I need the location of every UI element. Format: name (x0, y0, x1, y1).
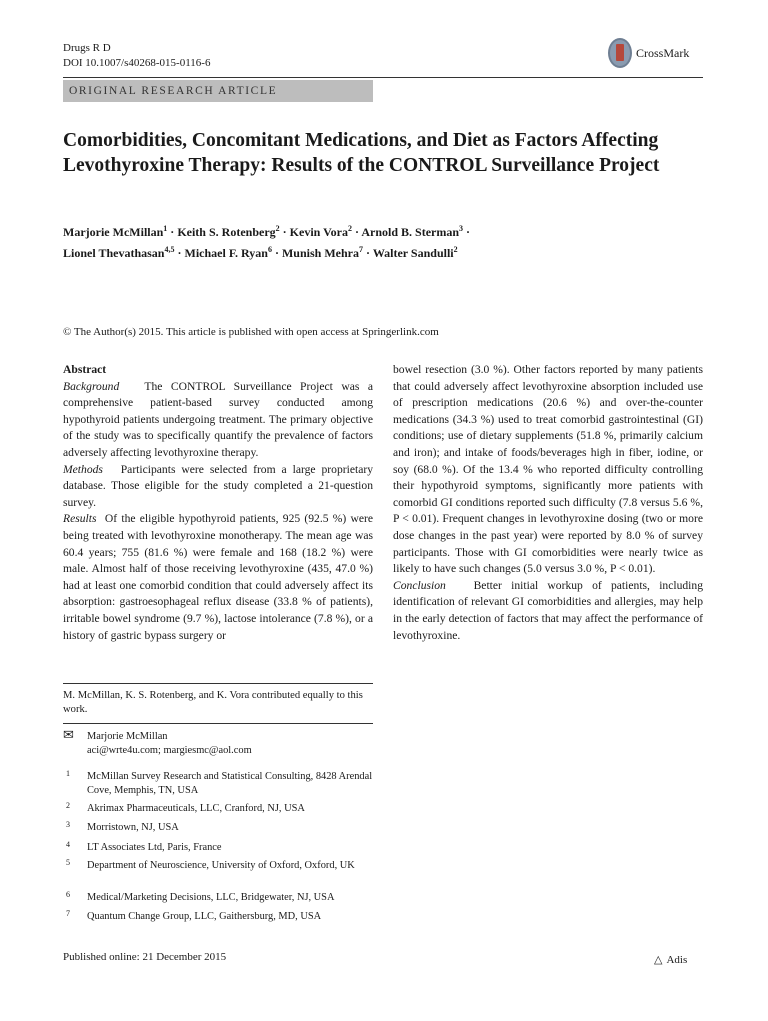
affiliation: 3 Morristown, NJ, USA (66, 820, 179, 833)
affiliation: 5 Department of Neuroscience, University of Oxford, Oxford, UK (66, 858, 355, 871)
abstract-results: Results Of the eligible hypothyroid patients, 925 (92.5 %) were being treated with levothyroxine monotherapy. The mean age was 60.4 years; 755 (81.6 %) were female and 168 (18.2 %) were male. Almost half of those receiving levothyroxine (435, 47.0 %) had at least one comorbid condition that could adversely affect its absorption: gastroesophageal reflux disease (33.8 % of patients), irritable bowel syndrome (9.7 %), lactose intolerance (7.8 %), or a history of gastric bypass surgery or (63, 512, 373, 642)
abstract-conclusion: Conclusion Better initial workup of patients, including identification of relevant GI comorbidities and allergies, may help in the early detection of factors that may affect the performance of levothyroxine. (393, 578, 703, 642)
affiliation: 7 Quantum Change Group, LLC, Gaithersburg, MD, USA (66, 909, 322, 922)
crossmark-badge[interactable] (608, 38, 689, 68)
abstract-heading: Abstract (63, 363, 107, 376)
affiliation: 6 Medical/Marketing Decisions, LLC, Bridgewater, NJ, USA (66, 890, 335, 903)
author: Munish Mehra$^7$ (281, 245, 363, 260)
author: Arnold B. Sterman$^3$ (361, 224, 464, 239)
abstract-results-continued: bowel resection (3.0 %). Other factors reported by many patients that could adversely affect levothyroxine absorption included use of prescription medications (20.6 %) and over-the-counter medications (34.3 %) used to treat comorbid gastrointestinal (GI) conditions; use of dietary supplements (51.8 %, primarily calcium and iron); and intake of foods/beverages high in fiber, iodine, or soy (68.0 %). Of the 13.4 % who reported difficulty controlling their hypothyroid symptoms, significantly more patients with comorbid GI conditions reported such difficulty (7.8 versus 5.6 %, P < 0.01). Frequent changes in levothyroxine dosing (two or more dose changes in the past year) were reported by 8.0 % of survey participants. Those with GI comorbidities were nearly twice as likely to have such changes (5.0 versus 3.0 %, P < 0.01). (393, 363, 703, 576)
article-title: Comorbidities, Concomitant Medications, and Diet as Factors Affecting Levothyroxine Therapy: Results of the CONTROL Surveillance Project (63, 130, 660, 176)
adis-triangle-icon: △ (654, 954, 663, 966)
correspondence (63, 727, 373, 758)
footnote-rule (63, 683, 373, 684)
affiliation: 1 McMillan Survey Research and Statistical Consulting, 8428 Arendal Cove, Memphis, TN, USA (66, 769, 373, 796)
author: Marjorie McMillan$^1$ (63, 224, 168, 239)
author: Lionel Thevathasan$^{4,5}$ (63, 245, 175, 260)
correspondence-email[interactable]: aci@wrte4u.com; margiesmc@aol.com (87, 745, 252, 756)
published-date: Published online: 21 December 2015 (63, 951, 227, 963)
publisher-logo (654, 953, 687, 966)
abstract-background: Background The CONTROL Surveillance Project was a comprehensive patient-based survey conducted among hypothyroid patients undergoing treatment. The primary objective of the study was to specifically quantify the prevalence of factors adversely affecting levothyroxine therapy. (63, 379, 373, 459)
affiliation: 2 Akrimax Pharmaceuticals, LLC, Cranford, NJ, USA (66, 801, 305, 814)
author: Walter Sandulli$^2$ (372, 245, 458, 260)
crossmark-icon (608, 38, 632, 68)
author: Keith S. Rotenberg$^2$ (177, 224, 280, 239)
envelope-icon: ✉ (63, 727, 74, 742)
author: Kevin Vora$^2$ (289, 224, 352, 239)
footnote-rule (63, 723, 373, 724)
journal-info (63, 41, 210, 71)
copyright-notice: © The Author(s) 2015. This article is published with open access at Springerlink.com (63, 326, 439, 338)
abstract-right-column (393, 362, 703, 644)
author-list: Marjorie McMillan$^1$ · Keith S. Rotenberg$^2$ · Kevin Vora$^2$ · Arnold B. Sterman$^3$ · Lionel Thevathasan$^{4,5}$ · Michael F. Ryan$^6$ · Munish Mehra$^7$ · Walter Sandulli$^2$ (63, 224, 471, 260)
abstract-left-column (63, 362, 373, 644)
equal-contribution-note: M. McMillan, K. S. Rotenberg, and K. Vora contributed equally to this work. (63, 690, 363, 715)
publisher-name: Adis (666, 953, 688, 966)
affiliation: 4 LT Associates Ltd, Paris, France (66, 840, 222, 853)
abstract-methods: Methods Participants were selected from a large proprietary database. Those eligible for the study completed a 21-question survey. (63, 462, 373, 509)
journal-name: Drugs R D (63, 42, 111, 54)
crossmark-label: CrossMark (636, 45, 690, 60)
header-rule (63, 77, 703, 78)
article-type-banner: ORIGINAL RESEARCH ARTICLE (63, 80, 373, 102)
author: Michael F. Ryan$^6$ (184, 245, 272, 260)
correspondence-name: Marjorie McMillan (87, 731, 168, 742)
doi[interactable]: DOI 10.1007/s40268-015-0116-6 (63, 57, 211, 69)
